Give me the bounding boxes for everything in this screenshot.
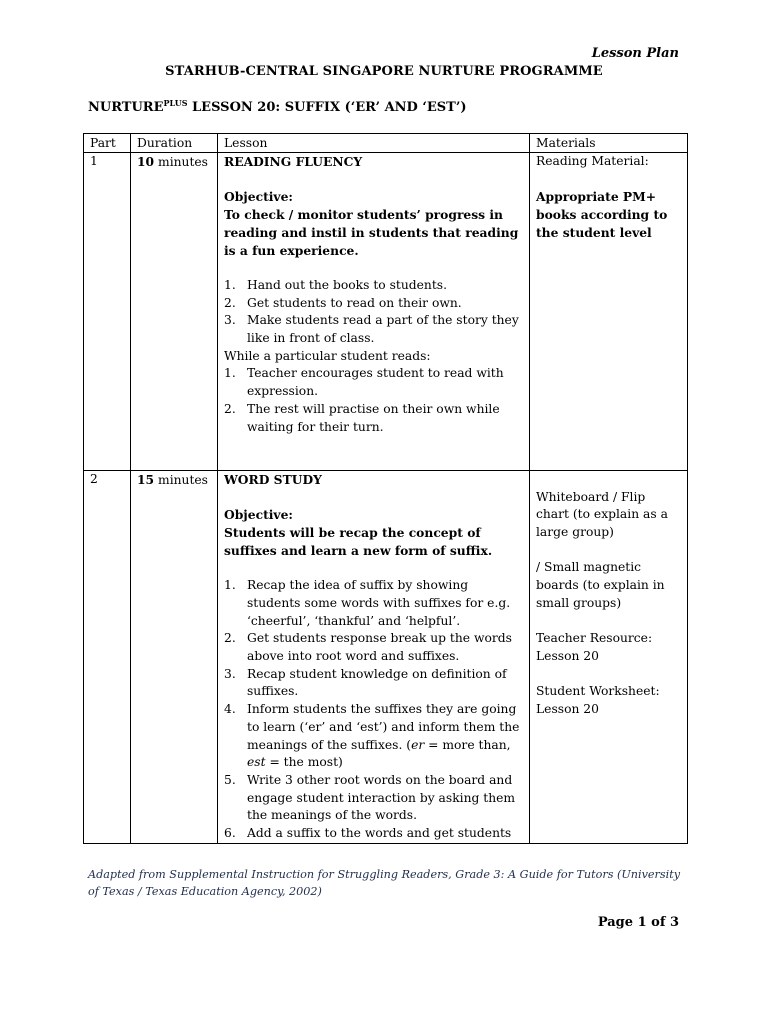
lesson-plan-tag: Lesson Plan [591,46,679,61]
lesson-plan-table [83,133,688,844]
list-item: 3. Make students read a part of the story they like in front of class. [224,313,519,345]
list-item: 1. Recap the idea of suffix by showing students some words with suffixes for e.g. ‘cheerful’, ‘thankful’ and ‘helpful’. [224,578,511,628]
lesson-cell [218,471,530,844]
programme-title: STARHUB-CENTRAL SINGAPORE NURTURE PROGRAMME [165,64,603,79]
materials-teacher-resource: Teacher Resource: Lesson 20 [536,631,653,663]
steps-list [224,577,523,843]
list-item: 4. Inform students the suffixes they are going to learn (‘er’ and ‘est’) and inform them the meanings of the suffixes. (er = more than, est = the most) [224,702,520,770]
materials-label: Reading Material: [536,154,649,168]
while-text: While a particular student reads: [224,348,431,363]
materials-cell [530,471,688,844]
column-header-materials: Materials [530,134,688,153]
objective-label: Objective: [224,507,293,523]
page-number: Page 1 of 3 [597,915,679,930]
duration-unit: minutes [154,155,208,169]
lesson-title-prefix: NURTURE [88,100,164,115]
list-item: 2. Get students to read on their own. [224,295,462,310]
duration-value: 10 [137,154,155,169]
duration-cell [131,153,218,471]
duration-cell [131,471,218,844]
part-cell: 2 [84,471,131,844]
objective-text: To check / monitor students’ progress in reading and instil in students that reading is a fun experience. [224,207,519,258]
list-item: 1. Teacher encourages student to read with expression. [224,366,504,399]
list-item: 2. The rest will practise on their own while waiting for their turn. [224,401,500,434]
lesson-cell [218,153,530,471]
materials-whiteboard: Whiteboard / Flip chart (to explain as a large group) [536,489,668,540]
column-header-duration: Duration [131,134,218,153]
list-item: 5. Write 3 other root words on the board and engage student interaction by asking them the meanings of the words. [224,772,516,823]
lesson-title [88,98,467,115]
section-title: WORD STUDY [224,472,322,487]
column-header-lesson: Lesson [218,134,530,153]
materials-student-worksheet: Student Worksheet: Lesson 20 [536,684,660,717]
table-row-part-1 [84,153,688,471]
table-header-row [84,134,688,153]
materials-magnetic-boards: / Small magnetic boards (to explain in small groups) [536,560,665,610]
duration-unit: minutes [154,473,208,487]
lesson-title-sup: PLUS [163,98,188,108]
lesson-title-rest: LESSON 20: SUFFIX (‘ER’ AND ‘EST’) [187,100,467,115]
list-item: 6. Add a suffix to the words and get students [224,826,512,841]
part-cell: 1 [84,153,131,471]
footnote: Adapted from Supplemental Instruction for Struggling Readers, Grade 3: A Guide for Tutors (University of Texas / Texas Education Agency, 2002) [88,868,681,898]
table-row-part-2 [84,471,688,844]
duration-value: 15 [137,472,155,487]
materials-cell [530,153,688,471]
list-item: 1. Hand out the books to students. [224,277,447,292]
materials-text: Appropriate PM+ books according to the student level [536,189,668,240]
objective-text: Students will be recap the concept of suffixes and learn a new form of suffix. [224,525,493,558]
section-title: READING FLUENCY [224,154,363,169]
list-item: 3. Recap student knowledge on definition of suffixes. [224,666,507,699]
column-header-part: Part [84,134,131,153]
steps-list [224,277,523,348]
list-item: 2. Get students response break up the words above into root word and suffixes. [224,631,512,663]
while-steps-list [224,365,523,436]
objective-label: Objective: [224,189,293,205]
